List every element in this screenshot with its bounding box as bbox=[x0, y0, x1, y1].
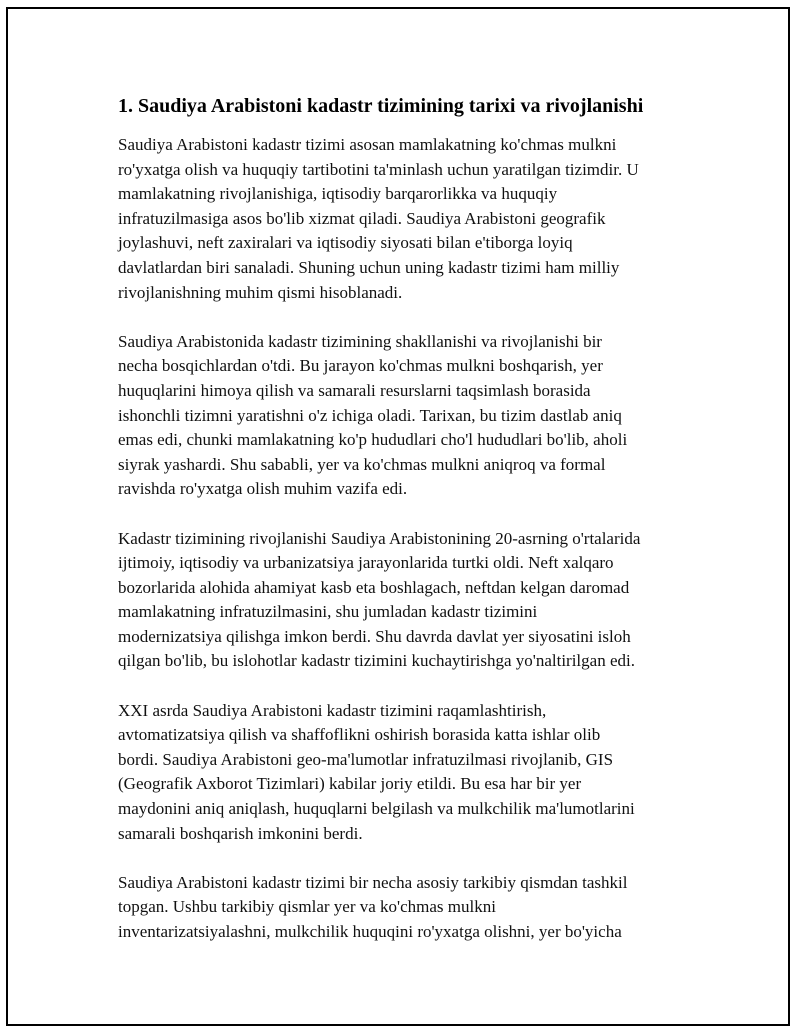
text-line: Saudiya Arabistoni kadastr tizimi bir necha asosiy tarkibiy qismdan tashkil bbox=[118, 872, 628, 892]
paragraph-list bbox=[118, 133, 690, 945]
document-body bbox=[118, 93, 690, 969]
body-paragraph bbox=[118, 330, 690, 502]
text-line: rivojlanishning muhim qismi hisoblanadi. bbox=[118, 282, 403, 302]
text-line: davlatlardan biri sanaladi. Shuning uchun uning kadastr tizimi ham milliy bbox=[118, 257, 620, 277]
text-line: qilgan bo'lib, bu islohotlar kadastr tizimini kuchaytirishga yo'naltirilgan edi. bbox=[118, 651, 635, 671]
body-paragraph bbox=[118, 527, 690, 675]
body-paragraph bbox=[118, 871, 690, 945]
text-line: ro'yxatga olish va huquqiy tartibotini ta'minlash uchun yaratilgan tizimdir. U bbox=[118, 159, 639, 179]
text-line: Saudiya Arabistonida kadastr tizimining shakllanishi va rivojlanishi bir bbox=[118, 331, 602, 351]
text-line: infratuzilmasiga asos bo'lib xizmat qiladi. Saudiya Arabistoni geografik bbox=[118, 208, 606, 228]
text-line: ishonchli tizimni yaratishni o'z ichiga oladi. Tarixan, bu tizim dastlab aniq bbox=[118, 405, 622, 425]
text-line: bordi. Saudiya Arabistoni geo-ma'lumotlar infratuzilmasi rivojlanib, GIS bbox=[118, 749, 614, 769]
text-line: ijtimoiy, iqtisodiy va urbanizatsiya jarayonlarida turtki oldi. Neft xalqaro bbox=[118, 553, 614, 573]
text-line: mamlakatning infratuzilmasini, shu jumladan kadastr tizimini bbox=[118, 602, 538, 622]
body-paragraph bbox=[118, 699, 690, 847]
body-paragraph bbox=[118, 133, 690, 305]
text-line: ravishda ro'yxatga olish muhim vazifa edi. bbox=[118, 479, 408, 499]
text-line: siyrak yashardi. Shu sababli, yer va ko'chmas mulkni aniqroq va formal bbox=[118, 454, 606, 474]
text-line: XXI asrda Saudiya Arabistoni kadastr tizimini raqamlashtirish, bbox=[118, 700, 547, 720]
section-heading: 1. Saudiya Arabistoni kadastr tizimining tarixi va rivojlanishi bbox=[118, 95, 644, 117]
text-line: maydonini aniq aniqlash, huquqlarni belgilash va mulkchilik ma'lumotlarini bbox=[118, 799, 635, 819]
text-line: Kadastr tizimining rivojlanishi Saudiya Arabistonining 20-asrning o'rtalarida bbox=[118, 528, 641, 548]
text-line: modernizatsiya qilishga imkon berdi. Shu davrda davlat yer siyosatini isloh bbox=[118, 626, 631, 646]
text-line: joylashuvi, neft zaxiralari va iqtisodiy siyosati bilan e'tiborga loyiq bbox=[118, 233, 573, 253]
text-line: topgan. Ushbu tarkibiy qismlar yer va ko'chmas mulkni bbox=[118, 897, 496, 917]
text-line: (Geografik Axborot Tizimlari) kabilar joriy etildi. Bu esa har bir yer bbox=[118, 774, 582, 794]
text-line: emas edi, chunki mamlakatning ko'p hududlari cho'l hududlari bo'lib, aholi bbox=[118, 430, 628, 450]
text-line: bozorlarida alohida ahamiyat kasb eta boshlagach, neftdan kelgan daromad bbox=[118, 577, 630, 597]
text-line: mamlakatning rivojlanishiga, iqtisodiy barqarorlikka va huquqiy bbox=[118, 184, 558, 204]
text-line: Saudiya Arabistoni kadastr tizimi asosan mamlakatning ko'chmas mulkni bbox=[118, 135, 617, 154]
text-line: huquqlarini himoya qilish va samarali resurslarni taqsimlash borasida bbox=[118, 380, 591, 400]
text-line: necha bosqichlardan o'tdi. Bu jarayon ko'chmas mulkni boshqarish, yer bbox=[118, 356, 603, 376]
text-line: samarali boshqarish imkonini berdi. bbox=[118, 823, 363, 843]
text-line: avtomatizatsiya qilish va shaffoflikni oshirish borasida katta ishlar olib bbox=[118, 725, 601, 745]
text-line: inventarizatsiyalashni, mulkchilik huquqini ro'yxatga olishni, yer bo'yicha bbox=[118, 922, 622, 941]
